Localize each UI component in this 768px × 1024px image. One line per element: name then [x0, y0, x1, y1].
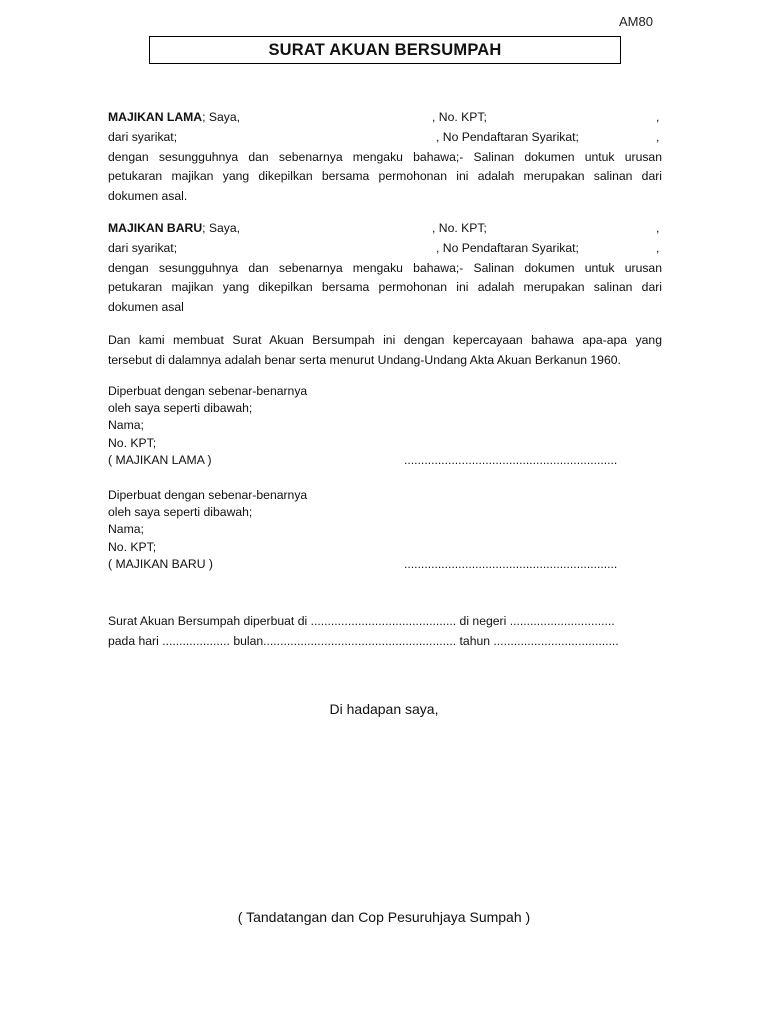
sig-text: oleh saya seperti dibawah;	[108, 401, 253, 416]
dari-syarikat-label: dari syarikat;	[108, 240, 178, 255]
signature-block-baru	[108, 487, 662, 573]
signature-line-lama: ...............................................................	[404, 452, 618, 467]
signature-block-lama	[108, 383, 662, 469]
title-box	[149, 36, 621, 64]
no-pendaftaran-label: , No Pendaftaran Syarikat;	[436, 129, 579, 144]
no-kpt-label: , No. KPT;	[432, 221, 487, 235]
no-kpt-label: , No. KPT;	[432, 110, 487, 124]
signature-line-baru: ...............................................................	[404, 556, 618, 571]
no-kpt-label: No. KPT;	[108, 539, 157, 554]
majikan-lama-section	[108, 108, 662, 207]
paragraph-line: dokumen asal.	[108, 189, 188, 204]
saya-label: ; Saya,	[202, 221, 241, 235]
comma: ,	[656, 110, 660, 124]
dari-syarikat-label: dari syarikat;	[108, 129, 178, 144]
declaration-section	[108, 331, 662, 371]
paragraph-line: dengan sesungguhnya dan sebenarnya mengaku bahawa;- Salinan dokumen untuk urusan	[108, 260, 662, 275]
place-line: Surat Akuan Bersumpah diperbuat di ........................................... di negeri ...............................	[108, 614, 615, 628]
sig-text: Diperbuat dengan sebenar-benarnya	[108, 384, 308, 398]
majikan-lama-label: MAJIKAN LAMA	[108, 110, 203, 124]
majikan-baru-label: MAJIKAN BARU	[108, 221, 203, 235]
paragraph-line: tersebut di dalamnya adalah benar serta menurut Undang-Undang Akta Akuan Berkanun 1960.	[108, 352, 621, 367]
paragraph-line: dengan sesungguhnya dan sebenarnya mengaku bahawa;- Salinan dokumen untuk urusan	[108, 149, 662, 164]
majikan-baru-role: ( MAJIKAN BARU )	[108, 556, 213, 571]
saya-label: ; Saya,	[202, 110, 241, 124]
paragraph-line: petukaran majikan yang dikepilkan bersama permohonan ini adalah merupakan salinan dari	[108, 169, 662, 184]
nama-label: Nama;	[108, 522, 144, 537]
comma: ,	[656, 240, 660, 255]
document-title: SURAT AKUAN BERSUMPAH	[268, 40, 502, 59]
sig-text: oleh saya seperti dibawah;	[108, 505, 253, 520]
majikan-lama-role: ( MAJIKAN LAMA )	[108, 452, 212, 467]
comma: ,	[656, 221, 660, 235]
nama-label: Nama;	[108, 418, 144, 433]
no-pendaftaran-label: , No Pendaftaran Syarikat;	[436, 240, 579, 255]
di-hadapan-text: Di hadapan saya,	[329, 701, 439, 717]
form-code: AM80	[619, 14, 653, 29]
comma: ,	[656, 129, 660, 144]
paragraph-line: petukaran majikan yang dikepilkan bersama permohonan ini adalah merupakan salinan dari	[108, 280, 662, 295]
sig-text: Diperbuat dengan sebenar-benarnya	[108, 488, 308, 502]
tandatangan-caption: ( Tandatangan dan Cop Pesuruhjaya Sumpah )	[237, 909, 531, 925]
date-line: pada hari .................... bulan......................................................... tahun .....................................	[108, 634, 619, 648]
paragraph-line: Dan kami membuat Surat Akuan Bersumpah ini dengan kepercayaan bahawa apa-apa yang	[108, 333, 662, 347]
majikan-baru-section	[108, 219, 662, 318]
no-kpt-label: No. KPT;	[108, 435, 157, 450]
paragraph-line: dokumen asal	[108, 300, 184, 315]
